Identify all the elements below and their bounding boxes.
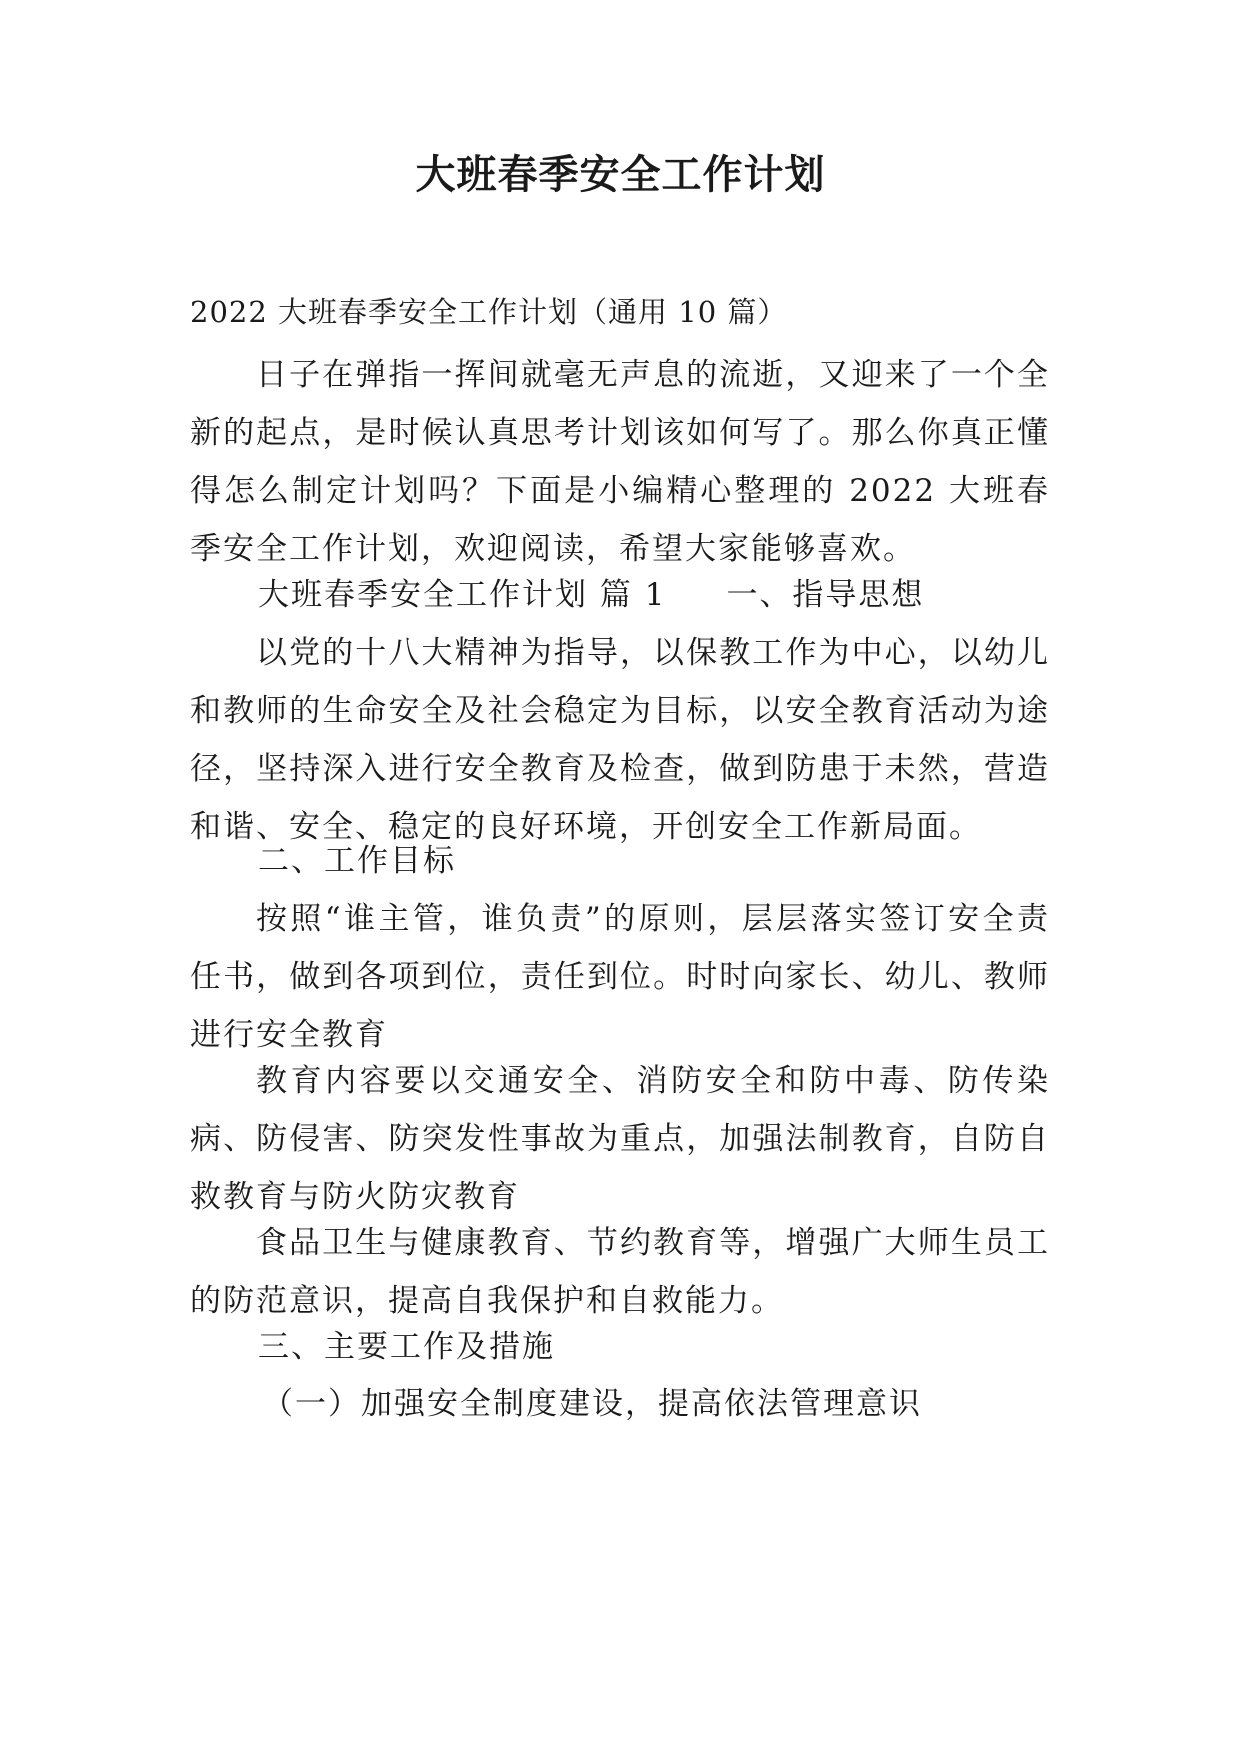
section3-heading: 三、主要工作及措施 <box>258 1329 555 1365</box>
chapter-heading-line <box>258 566 924 624</box>
section2-body-3: 食品卫生与健康教育、节约教育等，增强广大师生员工的防范意识，提高自我保护和自救能力。 <box>190 1225 1050 1319</box>
section2-heading: 二、工作目标 <box>258 843 456 879</box>
document-subtitle: 2022 大班春季安全工作计划（通用 10 篇） <box>190 295 788 329</box>
intro-paragraph: 日子在弹指一挥间就毫无声息的流逝，又迎来了一个全新的起点，是时候认真思考计划该如何写了。那么你真正懂得怎么制定计划吗？下面是小编精心整理的 2022 大班春季安全工作计划，欢迎阅读，希望大家能够喜欢。 <box>190 357 1050 567</box>
subsection1-heading: （一）加强安全制度建设，提高依法管理意识 <box>262 1386 922 1422</box>
section1-heading: 一、指导思想 <box>726 577 925 613</box>
section2-body-2: 教育内容要以交通安全、消防安全和防中毒、防传染病、防侵害、防突发性事故为重点，加强法制教育，自防自救教育与防火防灾教育 <box>190 1063 1050 1215</box>
document-title: 大班春季安全工作计划 <box>415 152 826 198</box>
chapter-heading: 大班春季安全工作计划 篇 1 <box>258 577 667 613</box>
section1-body: 以党的十八大精神为指导，以保教工作为中心，以幼儿和教师的生命安全及社会稳定为目标，以安全教育活动为途径，坚持深入进行安全教育及检查，做到防患于未然，营造和谐、安全、稳定的良好环境，开创安全工作新局面。 <box>190 635 1050 845</box>
section2-body-1: 按照“谁主管，谁负责”的原则，层层落实签订安全责任书，做到各项到位，责任到位。时时向家长、幼儿、教师进行安全教育 <box>190 901 1050 1053</box>
